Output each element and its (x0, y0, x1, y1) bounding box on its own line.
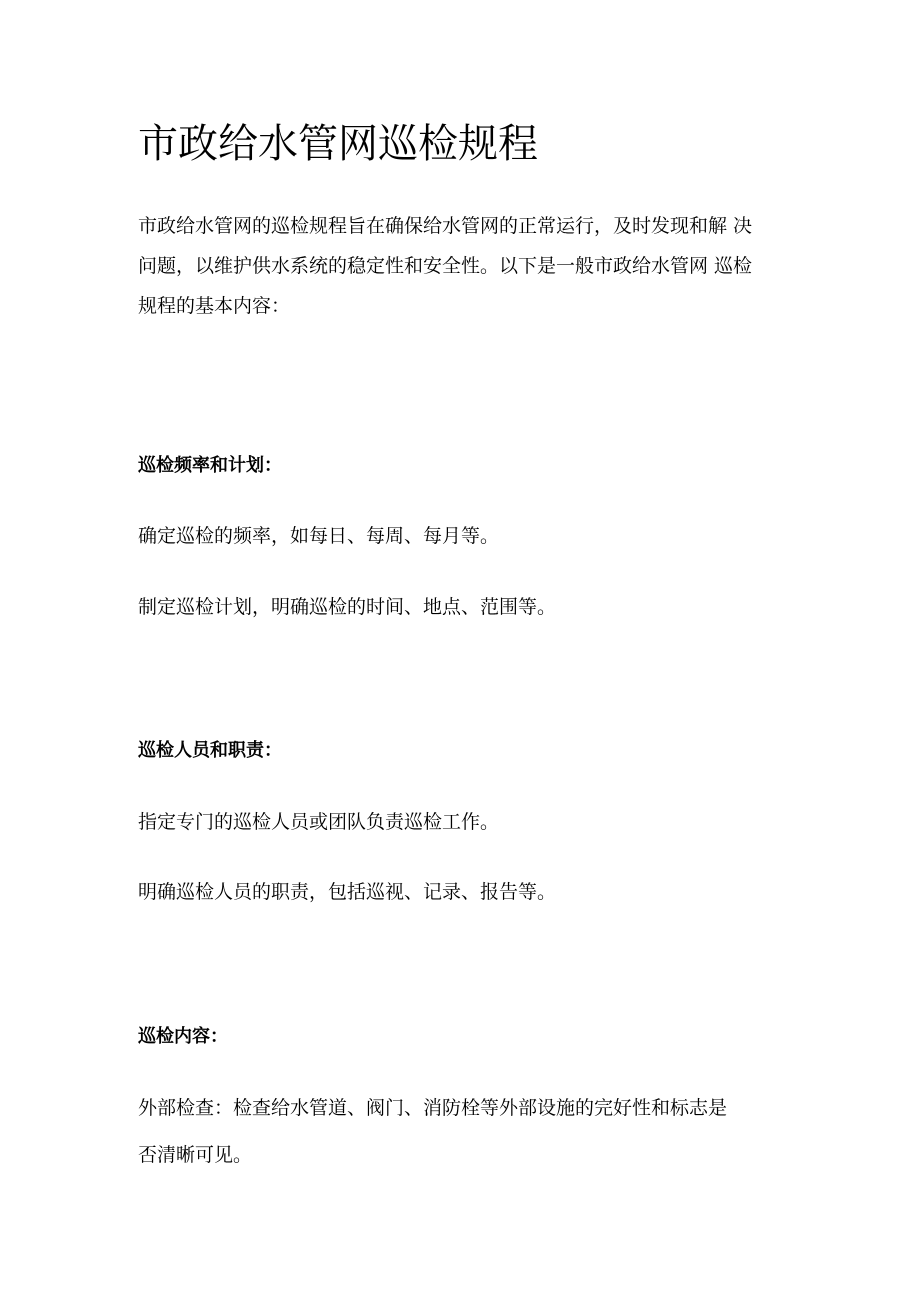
intro-line: 规程的基本内容： (138, 295, 291, 317)
intro-line: 问题，以维护供水系统的稳定性和安全性。以下是一般市政给水管网 巡检 (138, 255, 753, 277)
section-paragraph: 确定巡检的频率，如每日、每周、每月等。 (138, 525, 500, 547)
intro-paragraph (138, 206, 793, 326)
section-paragraph: 否清晰可见。 (138, 1144, 253, 1166)
section-paragraph: 指定专门的巡检人员或团队负责巡检工作。 (138, 811, 500, 833)
section-paragraph: 制定巡检计划，明确巡检的时间、地点、范围等。 (138, 596, 557, 618)
section-paragraph: 明确巡检人员的职责，包括巡视、记录、报告等。 (138, 881, 557, 903)
section-heading-personnel: 巡检人员和职责： (138, 740, 282, 761)
intro-line: 市政给水管网的巡检规程旨在确保给水管网的正常运行，及时发现和解 决 (138, 215, 753, 237)
section-heading-frequency: 巡检频率和计划： (138, 455, 282, 476)
document-title: 市政给水管网巡检规程 (138, 121, 538, 167)
section-heading-content: 巡检内容： (138, 1026, 228, 1047)
section-paragraph: 外部检查：检查给水管道、阀门、消防栓等外部设施的完好性和标志是 (138, 1097, 728, 1119)
